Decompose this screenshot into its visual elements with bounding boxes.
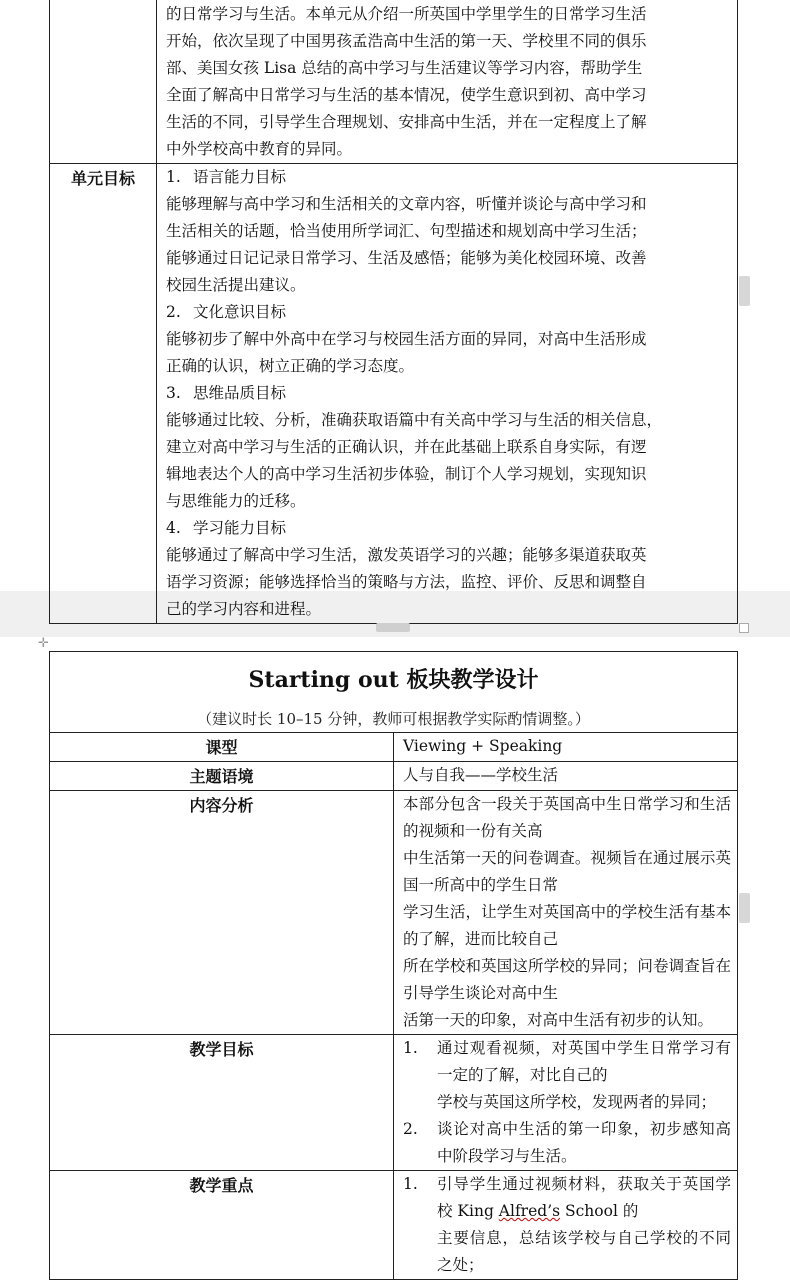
objective-item: 1. 通过观看视频，对英国中学生日常学习有一定的了解，对比自己的 学校与英国这所学校，发现两者的异同； xyxy=(403,1039,731,1111)
goal-heading: 3. 思维品质目标 xyxy=(166,384,287,402)
table-row-add-handle[interactable] xyxy=(376,623,410,632)
goal-line: 能够理解与高中学习和生活相关的文章内容，听懂并谈论与高中学习和 xyxy=(166,195,647,213)
goal-line: 己的学习内容和进程。 xyxy=(166,600,322,618)
goal-line: 建立对高中学习与生活的正确认识，并在此基础上联系自身实际，有逻 xyxy=(166,438,647,456)
table-row xyxy=(50,733,738,762)
lesson-title: Starting out 板块教学设计 xyxy=(248,667,539,693)
goal-line: 能够通过了解高中学习生活，激发英语学习的兴趣；能够多渠道获取英 xyxy=(166,546,647,564)
empty-label-cell xyxy=(50,0,157,164)
table-row xyxy=(50,652,738,733)
goal-line: 生活相关的话题，恰当使用所学词汇、句型描述和规划高中学习生活； xyxy=(166,222,647,240)
type-label: 课型 xyxy=(50,733,394,762)
analysis-line: 学习生活，让学生对英国高中的学校生活有基本的了解，进而比较自己 xyxy=(403,903,731,948)
goal-heading: 4. 学习能力目标 xyxy=(166,519,287,537)
focus-cell xyxy=(394,1171,738,1280)
analysis-line: 活第一天的印象，对高中生活有初步的认知。 xyxy=(403,1011,714,1029)
analysis-line: 本部分包含一段关于英国高中生日常学习和生活的视频和一份有关高 xyxy=(403,795,731,840)
spellcheck-word[interactable]: Alfred’s xyxy=(498,1202,561,1220)
goal-line: 正确的认识，树立正确的学习态度。 xyxy=(166,357,415,375)
table-resize-handle[interactable] xyxy=(739,623,749,633)
goal-line: 能够通过日记记录日常学习、生活及感悟；能够为美化校园环境、改善 xyxy=(166,249,647,267)
intro-line: 全面了解高中日常学习与生活的基本情况，使学生意识到初、高中学习 xyxy=(166,86,647,104)
unit-overview-table xyxy=(49,0,738,624)
objective-item: 2. 谈论对高中生活的第一印象，初步感知高中阶段学习与生活。 xyxy=(403,1120,731,1165)
goal-line: 能够初步了解中外高中在学习与校园生活方面的异同，对高中生活形成 xyxy=(166,330,647,348)
lesson-subtitle: （建议时长 10–15 分钟，教师可根据教学实际酌情调整。） xyxy=(197,710,590,728)
objectives-label: 教学目标 xyxy=(50,1035,394,1171)
objectives-cell xyxy=(394,1035,738,1171)
goal-heading: 1. 语言能力目标 xyxy=(166,168,287,186)
context-label: 主题语境 xyxy=(50,762,394,791)
goal-line: 能够通过比较、分析，准确获取语篇中有关高中学习与生活的相关信息， xyxy=(166,411,663,429)
table-row xyxy=(50,1171,738,1280)
table-expand-handle[interactable] xyxy=(739,276,750,306)
table-expand-handle[interactable] xyxy=(739,893,750,923)
intro-line: 中外学校高中教育的异同。 xyxy=(166,140,353,158)
goal-heading: 2. 文化意识目标 xyxy=(166,303,287,321)
table-move-icon[interactable]: ✛ xyxy=(38,636,49,651)
unit-goals-cell xyxy=(157,164,738,624)
goal-line: 校园生活提出建议。 xyxy=(166,276,306,294)
focus-item: 1. 引导学生通过视频材料，获取关于英国学校 King Alfred’s School 的 主要信息，总结该学校与自己学校的不同之处； xyxy=(403,1175,731,1274)
analysis-label: 内容分析 xyxy=(50,791,394,1035)
unit-goals-label: 单元目标 xyxy=(50,164,157,624)
title-cell xyxy=(50,652,738,733)
lesson-design-table xyxy=(49,651,738,1280)
goal-line: 辑地表达个人的高中学习生活初步体验，制订个人学习规划，实现知识 xyxy=(166,465,647,483)
goal-line: 与思维能力的迁移。 xyxy=(166,492,306,510)
table-row xyxy=(50,791,738,1035)
table-row xyxy=(50,762,738,791)
analysis-line: 所在学校和英国这所学校的异同；问卷调查旨在引导学生谈论对高中生 xyxy=(403,957,731,1002)
unit-intro-cell xyxy=(157,0,738,164)
analysis-cell xyxy=(394,791,738,1035)
goal-line: 语学习资源；能够选择恰当的策略与方法，监控、评价、反思和调整自 xyxy=(166,573,647,591)
intro-line: 的日常学习与生活。本单元从介绍一所英国中学里学生的日常学习生活 xyxy=(166,5,647,23)
type-value: Viewing + Speaking xyxy=(394,733,738,762)
table-row xyxy=(50,0,738,164)
intro-line: 开始，依次呈现了中国男孩孟浩高中生活的第一天、学校里不同的俱乐 xyxy=(166,32,647,50)
focus-label: 教学重点 xyxy=(50,1171,394,1280)
table-row xyxy=(50,164,738,624)
analysis-line: 中生活第一天的问卷调查。视频旨在通过展示英国一所高中的学生日常 xyxy=(403,849,731,894)
intro-line: 生活的不同，引导学生合理规划、安排高中生活，并在一定程度上了解 xyxy=(166,113,647,131)
table-row xyxy=(50,1035,738,1171)
intro-line: 部、美国女孩 Lisa 总结的高中学习与生活建议等学习内容，帮助学生 xyxy=(166,59,643,77)
context-value: 人与自我——学校生活 xyxy=(394,762,738,791)
